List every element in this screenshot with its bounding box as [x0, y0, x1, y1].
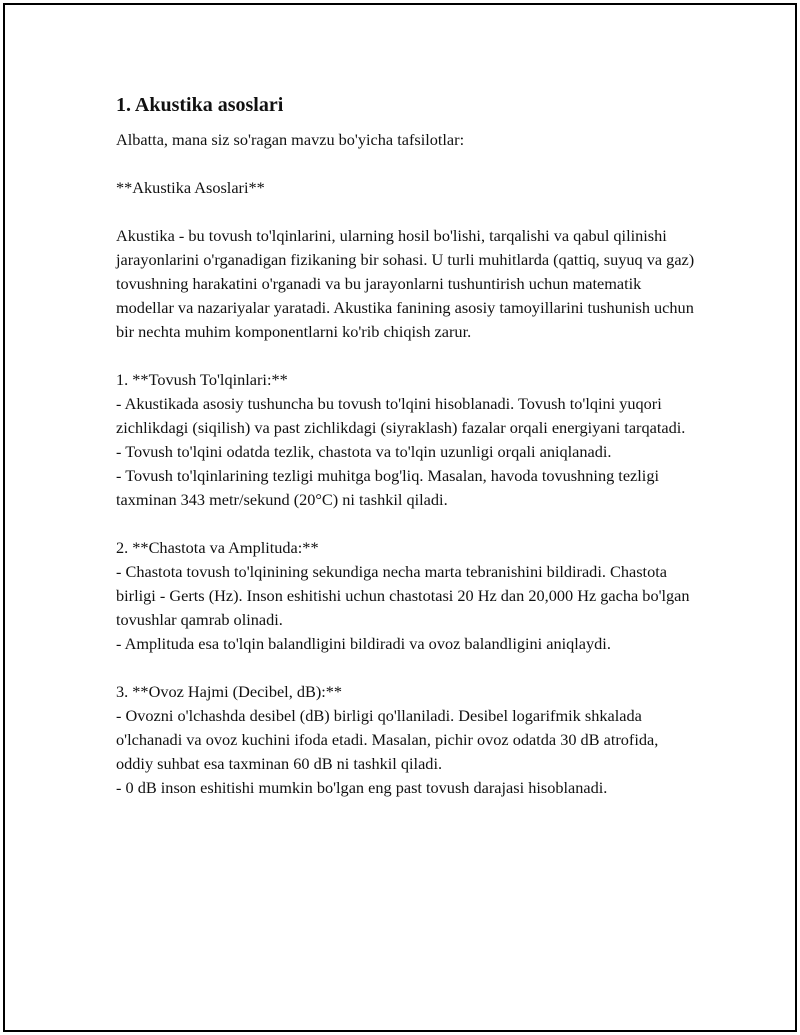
document-body: [116, 90, 696, 800]
section-1-body: - Akustikada asosiy tushuncha bu tovush to'lqini hisoblanadi. Tovush to'lqini yuqori zichlikdagi (siqilish) va past zichlikdagi (siyraklash) fazalar orqali energiyani tarqatadi. - Tovush to'lqini odatda tezlik, chastota va to'lqin uzunligi orqali aniqlanadi. - Tovush to'lqinlarining tezligi muhitga bog'liq. Masalan, havoda tovushning tezligi taxminan 343 metr/sekund (20°C) ni tashkil qiladi.: [116, 394, 686, 509]
section-3-title: 3. **Ovoz Hajmi (Decibel, dB):**: [116, 682, 343, 701]
section-2-title: 2. **Chastota va Amplituda:**: [116, 538, 319, 557]
section-1-title: 1. **Tovush To'lqinlari:**: [116, 370, 288, 389]
section-2-body: - Chastota tovush to'lqinining sekundiga necha marta tebranishini bildiradi. Chastota birligi - Gerts (Hz). Inson eshitishi uchun chastotasi 20 Hz dan 20,000 Hz gacha bo'lgan tovushlar qamrab olinadi. - Amplituda esa to'lqin balandligini bildiradi va ovoz balandligini aniqlaydi.: [116, 562, 690, 653]
subtitle-paragraph: **Akustika Asoslari**: [116, 178, 265, 197]
section-3-body: - Ovozni o'lchashda desibel (dB) birligi qo'llaniladi. Desibel logarifmik shkalada o'lchanadi va ovoz kuchini ifoda etadi. Masalan, pichir ovoz odatda 30 dB atrofida, oddiy suhbat esa taxminan 60 dB ni tashkil qiladi. - 0 dB inson eshitishi mumkin bo'lgan eng past tovush darajasi hisoblanadi.: [116, 706, 659, 797]
document-heading: 1. Akustika asoslari: [116, 94, 284, 116]
intro-paragraph: Albatta, mana siz so'ragan mavzu bo'yicha tafsilotlar:: [116, 130, 465, 149]
overview-paragraph: Akustika - bu tovush to'lqinlarini, ularning hosil bo'lishi, tarqalishi va qabul qilinishi jarayonlarini o'rganadigan fizikaning bir sohasi. U turli muhitlarda (qattiq, suyuq va gaz) tovushning harakatini o'rganadi va bu jarayonlarni tushuntirish uchun matematik modellar va nazariyalar yaratadi. Akustika fanining asosiy tamoyillarini tushunish uchun bir nechta muhim komponentlarni ko'rib chiqish zarur.: [116, 226, 695, 341]
